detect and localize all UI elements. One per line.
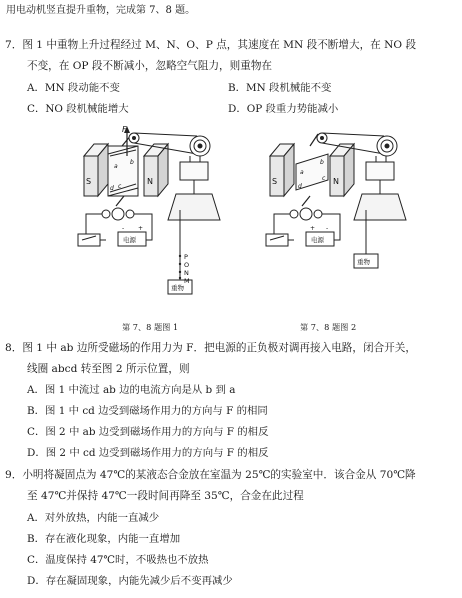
label-s-2: S — [272, 177, 278, 186]
label-minus-2: - — [326, 225, 329, 232]
q8-stem-line1: 8．图 1 中 ab 边所受磁场的作用力为 F．把电源的正负极对调再接入电路，闭合开关， — [5, 342, 416, 354]
q7-stem-line1: 7．图 1 中重物上升过程经过 M、N、O、P 点，其速度在 MN 段不断增大，在 NO 段 — [5, 39, 417, 51]
magnet-s-block-2 — [270, 156, 284, 196]
q9-option-d[interactable]: D．存在凝固现象，内能先减少后不变再减少 — [27, 575, 233, 587]
label-c: c — [118, 183, 122, 190]
label-minus: - — [122, 225, 125, 232]
q7-option-d[interactable]: D．OP 段重力势能减小 — [228, 103, 339, 115]
label-a: a — [114, 163, 118, 170]
magnet-n-block — [144, 156, 158, 196]
q7-option-b[interactable]: B．MN 段机械能不变 — [228, 82, 332, 94]
label-source-2: 电源 — [311, 236, 324, 244]
label-source: 电源 — [123, 236, 136, 244]
figure-2-caption: 第 7、8 题图 2 — [300, 322, 357, 332]
label-c-2: c — [322, 175, 326, 182]
q7-option-a[interactable]: A．MN 段动能不变 — [27, 82, 120, 94]
label-d: d — [110, 185, 114, 192]
q7-option-c[interactable]: C．NO 段机械能增大 — [27, 103, 129, 115]
label-n-2: N — [333, 177, 339, 186]
switch — [78, 234, 100, 246]
magnet-s-block — [84, 156, 98, 196]
label-d-2: d — [298, 183, 302, 190]
figure-2-motor-diagram — [262, 124, 432, 274]
magnet-n-block-2 — [330, 156, 344, 196]
label-f: F — [122, 125, 127, 134]
point-n: N — [184, 269, 189, 277]
label-weight-1: 重物 — [171, 284, 184, 292]
label-plus: + — [138, 225, 144, 232]
label-plus-2: + — [310, 225, 316, 232]
point-o: O — [184, 261, 190, 269]
label-b-2: b — [320, 159, 324, 166]
q7-stem-line2: 不变，在 OP 段不断减小，忽略空气阻力，则重物在 — [27, 60, 273, 72]
switch-2 — [266, 234, 288, 246]
label-a-2: a — [300, 169, 304, 176]
figure-1-motor-diagram — [72, 124, 242, 314]
label-weight-2: 重物 — [357, 258, 370, 266]
label-b: b — [130, 159, 134, 166]
intro-line: 用电动机竖直提升重物，完成第 7、8 题。 — [6, 5, 196, 16]
q8-option-c[interactable]: C．图 2 中 ab 边受到磁场作用力的方向与 F 的相反 — [27, 426, 269, 438]
q9-option-b[interactable]: B．存在液化现象，内能一直增加 — [27, 533, 181, 545]
q8-option-d[interactable]: D．图 2 中 cd 边受到磁场作用力的方向与 F 的相反 — [27, 447, 269, 459]
label-n: N — [147, 177, 153, 186]
q9-stem-line2: 至 47℃并保持 47℃一段时间再降至 35℃，合金在此过程 — [27, 490, 304, 502]
q8-option-b[interactable]: B．图 1 中 cd 边受到磁场作用力的方向与 F 的相同 — [27, 405, 268, 417]
q9-option-a[interactable]: A．对外放热，内能一直减少 — [27, 512, 160, 524]
q9-stem-line1: 9．小明将凝固点为 47℃的某液态合金放在室温为 25℃的实验室中．该合金从 70℃降 — [5, 469, 416, 481]
q8-option-a[interactable]: A．图 1 中流过 ab 边的电流方向是从 b 到 a — [27, 384, 236, 396]
q8-stem-line2: 线圈 abcd 转至图 2 所示位置，则 — [27, 363, 190, 375]
figure-1-caption: 第 7、8 题图 1 — [122, 322, 179, 332]
label-s: S — [86, 177, 92, 186]
point-m: M — [184, 277, 190, 285]
point-p: P — [184, 253, 188, 261]
q9-option-c[interactable]: C．温度保持 47℃时，不吸热也不放热 — [27, 554, 209, 566]
